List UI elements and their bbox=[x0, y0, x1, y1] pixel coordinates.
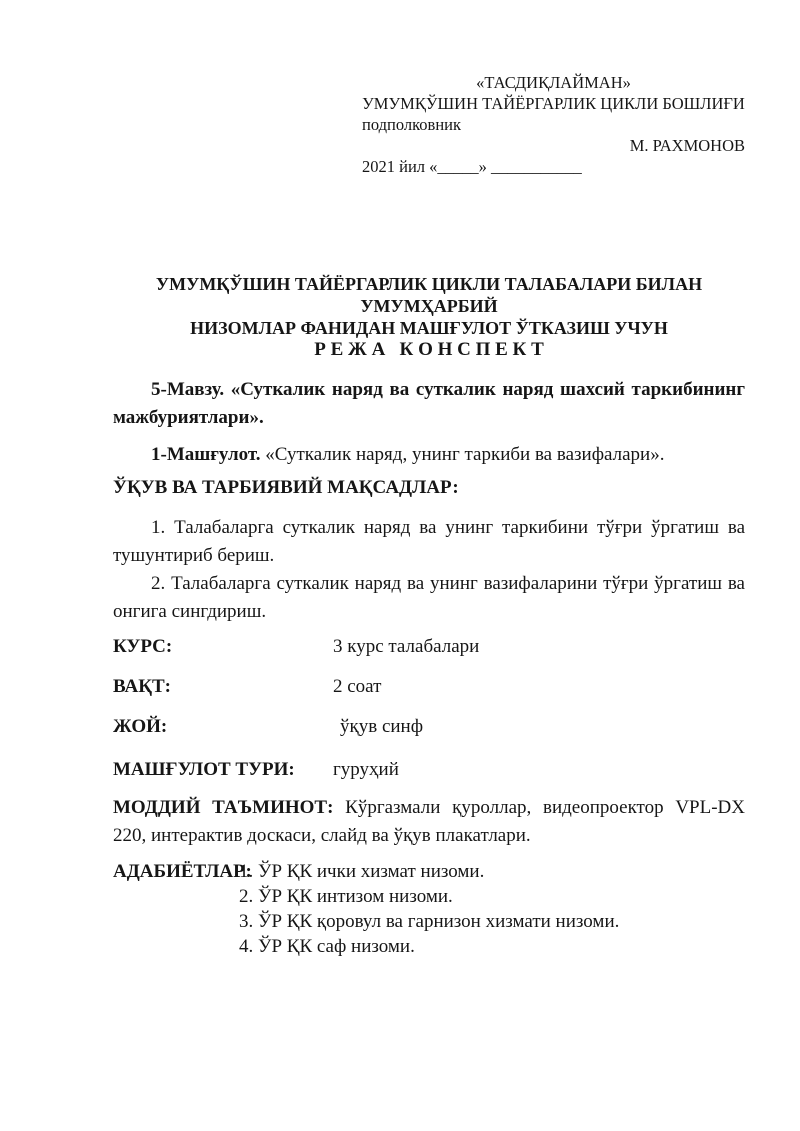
literature-item-4: 4. ЎР ҚК саф низоми. bbox=[239, 936, 415, 957]
goal-item-2: 2. Талабаларга суткалик наряд ва унинг вазифаларини тўғри ўргатиш ва онгига сингдириш. bbox=[113, 573, 745, 622]
approval-block bbox=[362, 72, 745, 177]
detail-row-time bbox=[113, 673, 745, 701]
time-value: 2 соат bbox=[333, 676, 382, 697]
place-value: ўқув синф bbox=[340, 716, 424, 737]
literature-item-3: 3. ЎР ҚК қоровул ва гарнизон хизмати низоми. bbox=[239, 911, 620, 932]
course-value: 3 курс талабалари bbox=[333, 636, 480, 657]
approval-name: М. РАХМОНОВ bbox=[629, 136, 745, 155]
literature-item-2: 2. ЎР ҚК интизом низоми. bbox=[239, 886, 453, 907]
detail-row-place bbox=[113, 713, 745, 741]
goal-item-1: 1. Талабаларга суткалик наряд ва унинг таркибини тўғри ўргатиш ва тушунтириб бериш. bbox=[113, 517, 745, 566]
materials-label: МОДДИЙ ТАЪМИНОТ: bbox=[113, 797, 334, 818]
approval-date-line: 2021 йил «_____» ___________ bbox=[362, 157, 582, 176]
time-label: ВАҚТ: bbox=[113, 676, 171, 697]
title-line-3: Р Е Ж А К О Н С П Е К Т bbox=[314, 339, 544, 360]
course-label: КУРС: bbox=[113, 636, 173, 657]
literature-item-1: 1. ЎР ҚК ички хизмат низоми. bbox=[239, 861, 485, 882]
lesson-type-value: гуруҳий bbox=[333, 759, 399, 780]
detail-row-lesson-type bbox=[113, 756, 745, 784]
literature-block bbox=[113, 859, 745, 959]
approval-org: УМУМҚЎШИН ТАЙЁРГАРЛИК ЦИКЛИ БОШЛИҒИ bbox=[362, 94, 745, 113]
title-line-2: НИЗОМЛАР ФАНИДАН МАШҒУЛОТ ЎТКАЗИШ УЧУН bbox=[190, 318, 668, 338]
detail-row-course bbox=[113, 633, 745, 661]
goals-heading: ЎҚУВ ВА ТАРБИЯВИЙ МАҚСАДЛАР: bbox=[113, 477, 459, 498]
materials-text: Кўргазмали қуроллар, видеопроектор VPL-DX 220, интерактив доскаси, слайд ва ўқув плакатлари. bbox=[113, 797, 745, 846]
place-label: ЖОЙ: bbox=[113, 716, 168, 737]
lesson-label: 1-Машғулот. bbox=[151, 444, 261, 465]
approval-rank: подполковник bbox=[362, 115, 461, 134]
lesson-type-label: МАШҒУЛОТ ТУРИ: bbox=[113, 759, 295, 780]
lesson-paragraph bbox=[113, 441, 745, 469]
materials-paragraph bbox=[113, 794, 745, 850]
approval-stamp: «ТАСДИҚЛАЙМАН» bbox=[476, 73, 631, 92]
document-title bbox=[113, 273, 745, 361]
title-line-1: УМУМҚЎШИН ТАЙЁРГАРЛИК ЦИКЛИ ТАЛАБАЛАРИ БИЛАН УМУМҲАРБИЙ bbox=[155, 274, 703, 316]
topic-paragraph: 5-Мавзу. «Суткалик наряд ва суткалик наряд шахсий таркибининг мажбуриятлари». bbox=[113, 379, 745, 428]
lesson-text: «Суткалик наряд, унинг таркиби ва вазифалари». bbox=[265, 444, 665, 465]
literature-label: АДАБИЁТЛАР: bbox=[113, 861, 252, 882]
